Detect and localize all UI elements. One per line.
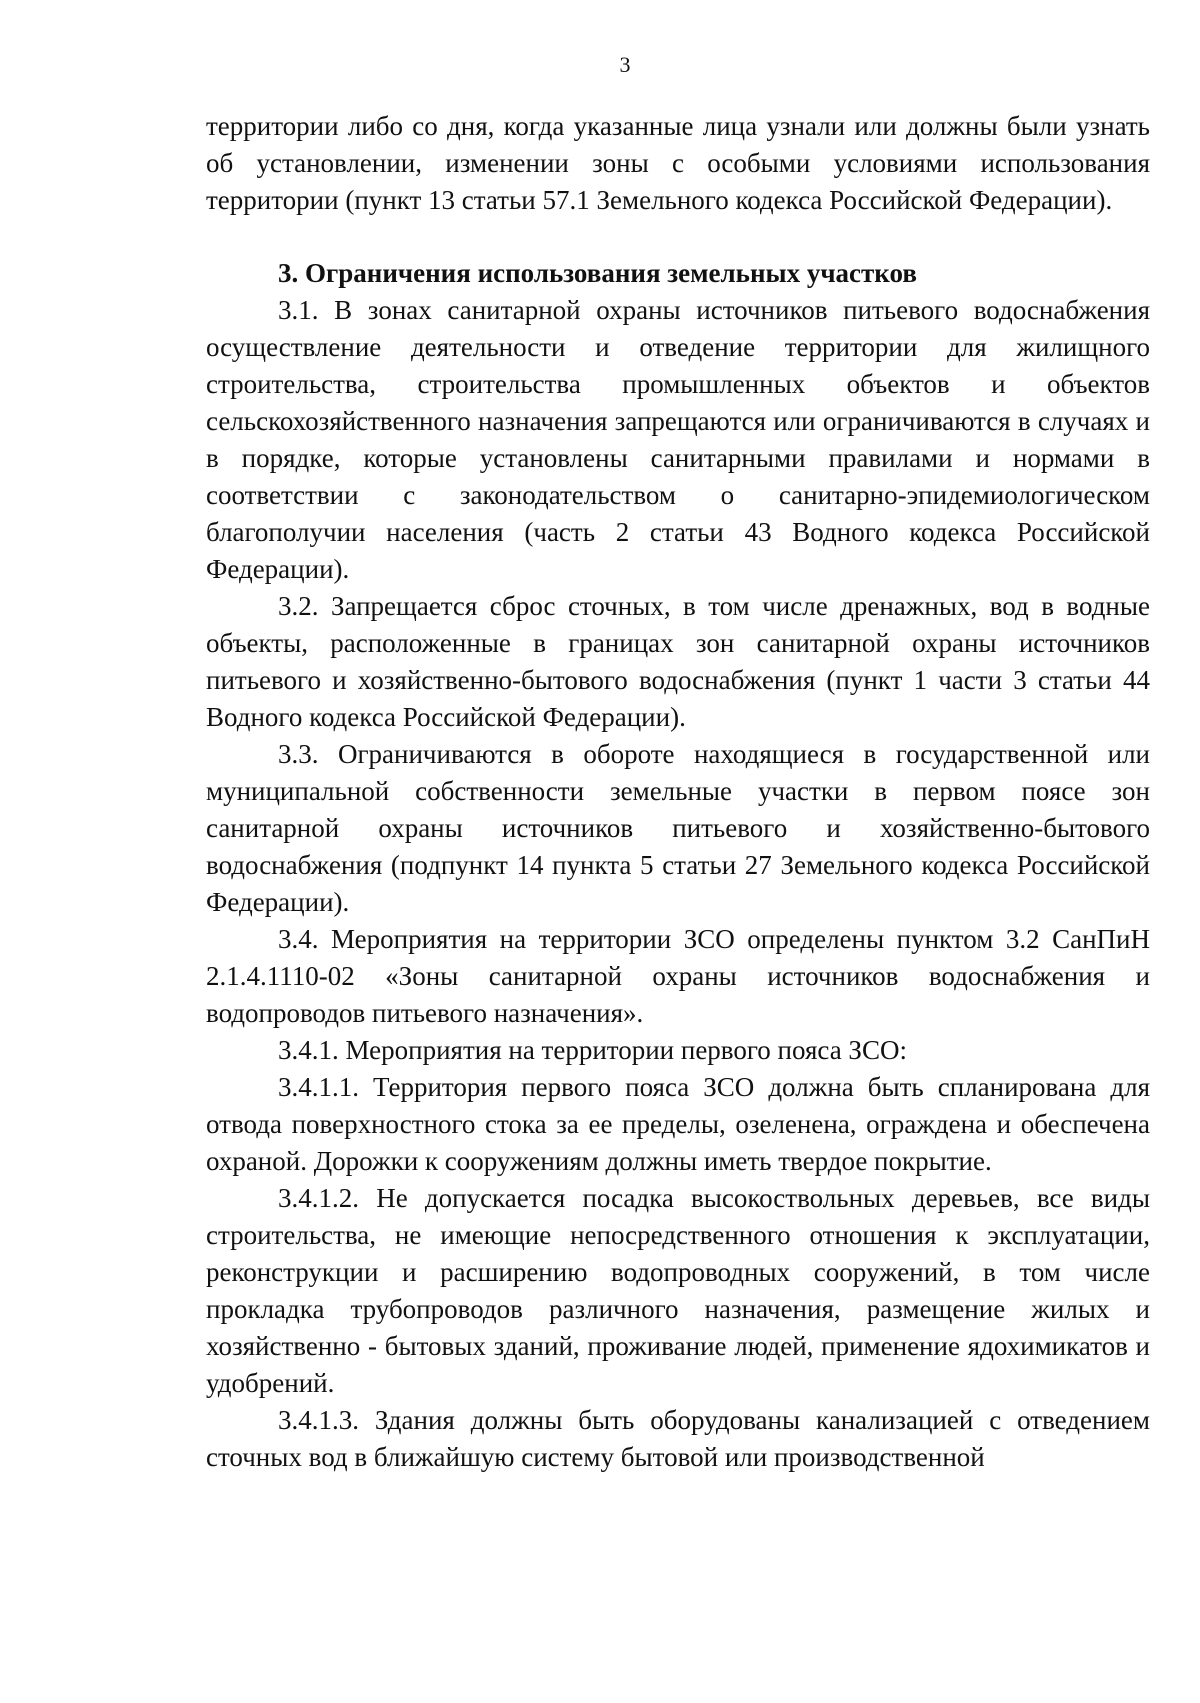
paragraph-3-4-1-1: 3.4.1.1. Территория первого пояса ЗСО должна быть спланирована для отвода поверхностного стока за ее пределы, озеленена, ограждена и обеспечена охраной. Дорожки к сооружениям должны иметь твердое покрытие.	[206, 1072, 1150, 1176]
paragraph-3-4-1: 3.4.1. Мероприятия на территории первого пояса ЗСО:	[278, 1035, 907, 1065]
paragraph-3-4-1-3: 3.4.1.3. Здания должны быть оборудованы канализацией с отведением сточных вод в ближайшую систему бытовой или производственной	[206, 1405, 1150, 1472]
paragraph-3-2: 3.2. Запрещается сброс сточных, в том числе дренажных, вод в водные объекты, расположенные в границах зон санитарной охраны источников питьевого и хозяйственно-бытового водоснабжения (пункт 1 части 3 статьи 44 Водного кодекса Российской Федерации).	[206, 591, 1150, 732]
intro-paragraph: территории либо со дня, когда указанные лица узнали или должны были узнать об установлении, изменении зоны с особыми условиями использования территории (пункт 13 статьи 57.1 Земельного кодекса Российской Федерации).	[206, 111, 1150, 215]
paragraph-3-4-1-2: 3.4.1.2. Не допускается посадка высокоствольных деревьев, все виды строительства, не имеющие непосредственного отношения к эксплуатации, реконструкции и расширению водопроводных сооружений, в том числе прокладка трубопроводов различного назначения, размещение жилых и хозяйственно - бытовых зданий, проживание людей, применение ядохимикатов и удобрений.	[206, 1183, 1150, 1398]
paragraph-3-4: 3.4. Мероприятия на территории ЗСО определены пунктом 3.2 СанПиН 2.1.4.1110-02 «Зоны санитарной охраны источников водоснабжения и водопроводов питьевого назначения».	[206, 924, 1150, 1028]
section-heading: 3. Ограничения использования земельных участков	[278, 258, 917, 288]
paragraph-3-3: 3.3. Ограничиваются в обороте находящиеся в государственной или муниципальной собственности земельные участки в первом поясе зон санитарной охраны источников питьевого и хозяйственно-бытового водоснабжения (подпункт 14 пункта 5 статьи 27 Земельного кодекса Российской Федерации).	[206, 739, 1150, 917]
paragraph-3-1: 3.1. В зонах санитарной охраны источников питьевого водоснабжения осуществление деятельности и отведение территории для жилищного строительства, строительства промышленных объектов и объектов сельскохозяйственного назначения запрещаются или ограничиваются в случаях и в порядке, которые установлены санитарными правилами и нормами в соответствии с законодательством о санитарно-эпидемиологическом благополучии населения (часть 2 статьи 43 Водного кодекса Российской Федерации).	[206, 295, 1150, 584]
page-number: 3	[619, 52, 631, 77]
document-body	[206, 108, 1150, 1476]
